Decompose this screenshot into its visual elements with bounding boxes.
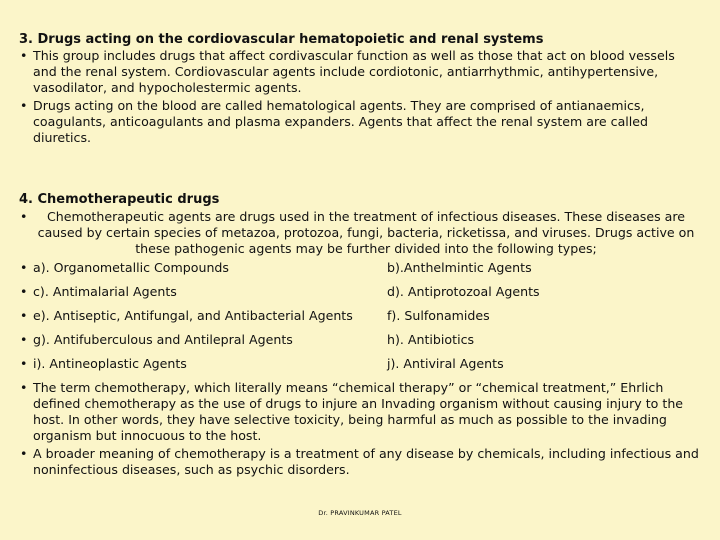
drug-type-c: • c). Antimalarial Agents	[33, 284, 177, 299]
drug-type-a: • a). Organometallic Compounds	[33, 260, 229, 275]
list-item-type-pair-5	[19, 356, 699, 372]
bullet-chemotherapeutic-intro: • Chemotherapeutic agents are drugs used in the treatment of infectious diseases. These diseases are caused by certain species of metazoa, protozoa, fungi, bacteria, ricketissa, and viruses. Drugs active on these pathogenic agents may be further divided into the following types;	[19, 209, 699, 257]
section-chemotherapeutic	[19, 192, 699, 478]
drug-type-b: b).Anthelmintic Agents	[387, 260, 532, 275]
list-item-type-pair-1	[19, 260, 699, 276]
drug-type-j: j). Antiviral Agents	[387, 356, 504, 371]
bullet-cardiovascular-agents: • This group includes drugs that affect cordivascular function as well as those that act on blood vessels and the renal system. Cordiovascular agents include cordiotonic, antiarrhythmic, antihypertensive, vasodilator, and hypocholestermic agents.	[19, 48, 699, 96]
section-cardiovascular	[19, 32, 699, 146]
list-item-type-pair-4	[19, 332, 699, 348]
drug-type-d: d). Antiprotozoal Agents	[387, 284, 540, 299]
bullet-chemotherapy-definition: • The term chemotherapy, which literally means “chemical therapy” or “chemical treatment,” Ehrlich defined chemotherapy as the use of drugs to injure an Invading organism without causing injury to the host. In other words, they have selective toxicity, being harmful as much as possible to the invading organism but innocuous to the host.	[19, 380, 699, 444]
drug-type-g: • g). Antifuberculous and Antilepral Agents	[33, 332, 293, 347]
section-heading-4: 4. Chemotherapeutic drugs	[19, 192, 220, 207]
section-heading-3: 3. Drugs acting on the cordiovascular hematopoietic and renal systems	[19, 32, 544, 47]
list-item-type-pair-2	[19, 284, 699, 300]
drug-type-e: • e). Antiseptic, Antifungal, and Antibacterial Agents	[33, 308, 353, 323]
bullet-broader-meaning: • A broader meaning of chemotherapy is a treatment of any disease by chemicals, including infectious and noninfectious diseases, such as psychic disorders.	[19, 446, 699, 478]
drug-type-h: h). Antibiotics	[387, 332, 475, 347]
bullet-hematological-agents: • Drugs acting on the blood are called hematological agents. They are comprised of antianaemics, coagulants, anticoagulants and plasma expanders. Agents that affect the renal system are called diuretics.	[19, 98, 699, 146]
drug-type-f: f). Sulfonamides	[387, 308, 490, 323]
list-item-type-pair-3	[19, 308, 699, 324]
drug-type-i: • i). Antineoplastic Agents	[33, 356, 187, 371]
footer-author: Dr. PRAVINKUMAR PATEL	[318, 509, 402, 517]
